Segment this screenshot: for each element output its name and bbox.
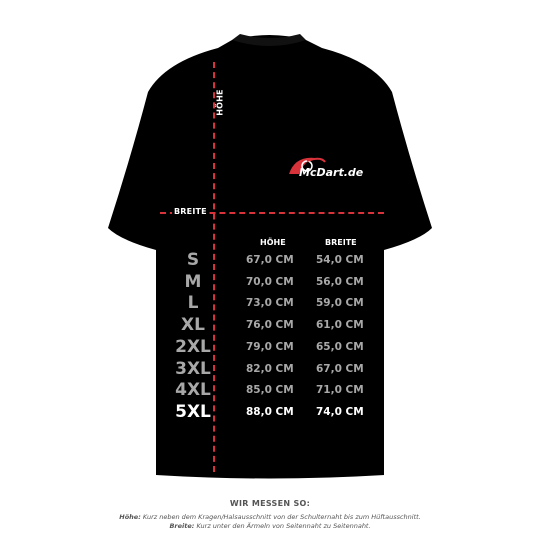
column-header-breite: BREITE	[325, 238, 357, 247]
footer-breite-label: Breite:	[169, 522, 195, 530]
size-row	[0, 337, 540, 359]
footer-breite-text: Kurz unter den Ärmeln von Seitennaht zu Seitennaht.	[196, 522, 371, 530]
size-row	[0, 315, 540, 337]
breite-value: 67,0 CM	[316, 363, 364, 375]
breite-value: 65,0 CM	[316, 341, 364, 353]
size-label: L	[187, 293, 199, 313]
size-row	[0, 380, 540, 402]
size-row	[0, 250, 540, 272]
hoehe-value: 85,0 CM	[246, 384, 294, 396]
breite-value: 56,0 CM	[316, 276, 364, 288]
footer-hoehe-label: Höhe:	[119, 513, 141, 521]
footer-hoehe-line	[0, 513, 540, 521]
size-row	[0, 359, 540, 381]
size-label: XL	[181, 315, 205, 335]
breite-value: 61,0 CM	[316, 319, 364, 331]
breite-value: 74,0 CM	[316, 406, 364, 418]
footer-hoehe-text: Kurz neben dem Kragen/Halsausschnitt von der Schulternaht bis zum Hüftausschnitt.	[142, 513, 421, 521]
hoehe-value: 70,0 CM	[246, 276, 294, 288]
size-row	[0, 293, 540, 315]
hoehe-value: 79,0 CM	[246, 341, 294, 353]
size-label: 3XL	[175, 359, 211, 379]
breite-value: 59,0 CM	[316, 297, 364, 309]
size-label: 2XL	[175, 337, 211, 357]
hoehe-value: 76,0 CM	[246, 319, 294, 331]
column-header-hoehe: HÖHE	[260, 238, 286, 247]
breite-value: 54,0 CM	[316, 254, 364, 266]
size-label: 4XL	[175, 380, 211, 400]
hoehe-value: 88,0 CM	[246, 406, 294, 418]
footer-breite-line	[0, 522, 540, 530]
hoehe-value: 82,0 CM	[246, 363, 294, 375]
footer-title: WIR MESSEN SO:	[229, 499, 311, 508]
size-label: M	[184, 272, 202, 292]
hoehe-value: 67,0 CM	[246, 254, 294, 266]
hoehe-value: 73,0 CM	[246, 297, 294, 309]
size-label: S	[186, 250, 200, 270]
height-measure-label: HÖHE	[215, 89, 225, 116]
size-row	[0, 402, 540, 424]
size-label: 5XL	[175, 402, 211, 422]
breite-value: 71,0 CM	[316, 384, 364, 396]
width-measure-label: BREITE	[174, 207, 207, 216]
logo-text: McDart.de	[299, 166, 364, 179]
size-row	[0, 272, 540, 294]
